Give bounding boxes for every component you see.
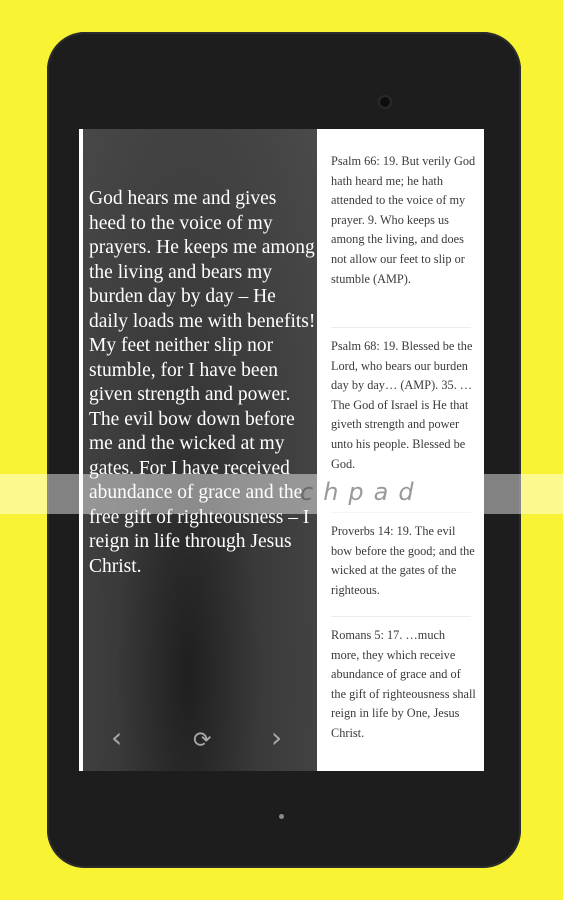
scripture-reference: Proverbs 14: 19. The evil bow before the good; and the wicked at the gates of the righteous. — [331, 524, 475, 597]
scripture-reference: Psalm 68: 19. Blessed be the Lord, who bears our burden day by day… (AMP). 35. …The God of Israel is He that giveth strength and power unto his people. Blessed be God. — [331, 339, 473, 471]
chevron-right-icon[interactable]: › — [271, 721, 283, 754]
divider — [331, 616, 471, 617]
divider — [331, 327, 471, 328]
watermark-band — [0, 474, 563, 514]
scripture-reference: Psalm 66: 19. But verily God hath heard me; he hath attended to the voice of my prayer. 9. Who keeps us among the living, and does not allow our feet to slip or stumble (AMP). — [331, 154, 476, 286]
chevron-left-icon[interactable]: ‹ — [111, 721, 123, 754]
home-indicator — [279, 814, 284, 819]
app-screen — [79, 129, 484, 771]
quote-panel — [79, 129, 317, 771]
scripture-references-panel — [317, 129, 484, 771]
refresh-icon[interactable]: ⟳ — [193, 728, 212, 753]
watermark-text: chpad — [300, 478, 424, 506]
scripture-reference: Romans 5: 17. …much more, they which receive abundance of grace and of the gift of righteousness shall reign in life by One, Jesus Christ. — [331, 628, 476, 740]
confession-quote: God hears me and gives heed to the voice of my prayers. He keeps me among the living and bears my burden day by day – He daily loads me with benefits! My feet neither slip nor stumble, for I have been given strength and power. The evil bow down before me and the wicked at my gates. For I have received abundance of grace and the free gift of righteousness – I reign in life through Jesus Christ. — [89, 188, 316, 577]
camera-lens — [380, 97, 390, 107]
